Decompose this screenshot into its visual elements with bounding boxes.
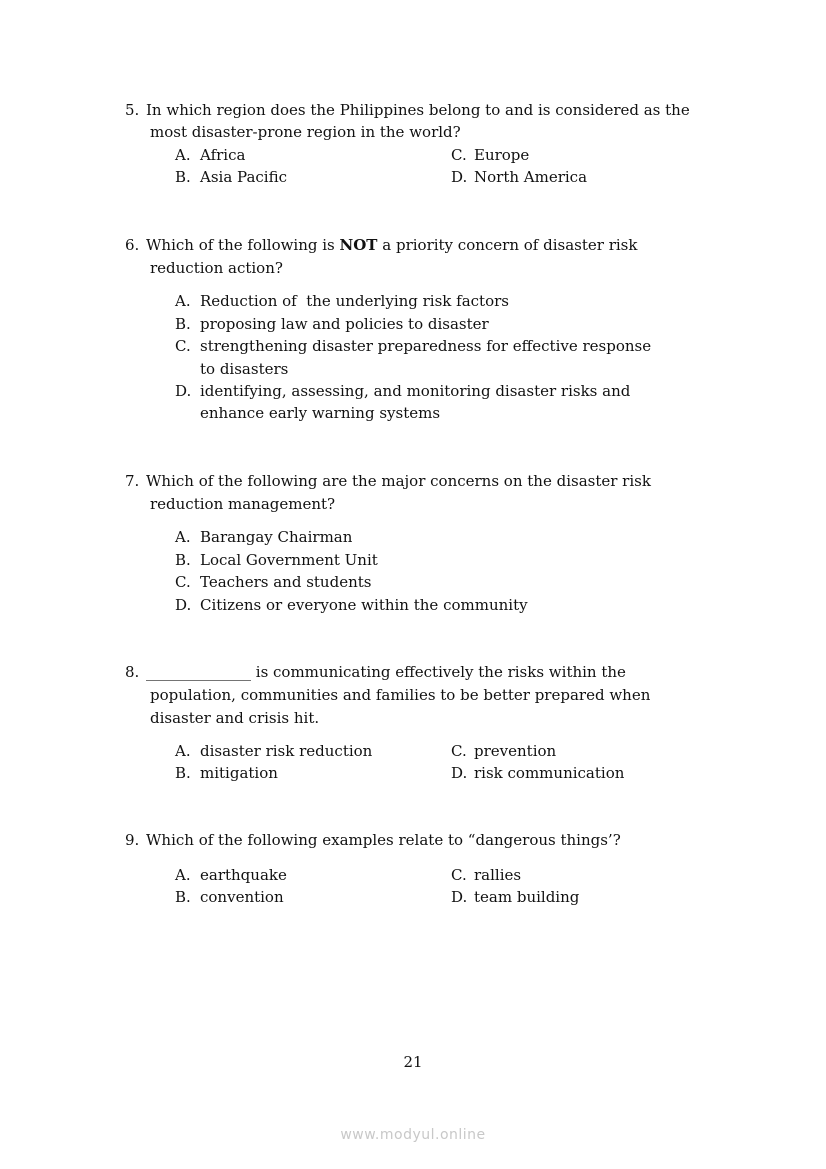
option-letter: D. (451, 168, 468, 186)
question-stem (146, 235, 637, 255)
question-number: 8. (125, 663, 140, 681)
option-text: strengthening disaster preparedness for effective response (200, 337, 652, 355)
option-letter: C. (451, 146, 467, 164)
option-letter: A. (175, 292, 191, 310)
option-letter: A. (175, 146, 191, 164)
option-letter: C. (175, 573, 191, 591)
option-letter: B. (175, 888, 191, 906)
option-text: Local Government Unit (200, 551, 378, 569)
question-stem: ______________ is communicating effectively the risks within the (146, 663, 626, 681)
option-text: Africa (200, 146, 246, 164)
option-letter: C. (451, 742, 467, 760)
option-letter: C. (175, 337, 191, 355)
question-stem: Which of the following are the major concerns on the disaster risk (146, 472, 651, 490)
option-text: risk communication (474, 764, 625, 782)
option-text: disaster risk reduction (200, 742, 373, 760)
option-text: prevention (474, 742, 557, 760)
option-text: identifying, assessing, and monitoring disaster risks and (200, 382, 631, 400)
question-stem: most disaster-prone region in the world? (150, 123, 461, 141)
option-letter: D. (451, 888, 468, 906)
option-letter: B. (175, 551, 191, 569)
question-stem: reduction action? (150, 259, 283, 277)
question-number: 6. (125, 236, 140, 254)
option-text: Europe (474, 146, 530, 164)
question-number: 5. (125, 101, 140, 119)
watermark: www.modyul.online (340, 1127, 486, 1143)
option-text: earthquake (200, 866, 287, 884)
option-letter: B. (175, 168, 191, 186)
option-letter: D. (451, 764, 468, 782)
question-stem: Which of the following examples relate to “dangerous things’? (146, 831, 621, 849)
option-letter: D. (175, 382, 192, 400)
stem-text: a priority concern of disaster risk (377, 236, 638, 254)
option-text: proposing law and policies to disaster (200, 315, 489, 333)
question-stem: reduction management? (150, 495, 336, 513)
option-text: convention (200, 888, 284, 906)
stem-emphasis: NOT (339, 236, 378, 254)
option-letter: B. (175, 764, 191, 782)
option-letter: A. (175, 528, 191, 546)
question-number: 7. (125, 472, 140, 490)
page-number: 21 (403, 1053, 423, 1071)
option-text: Barangay Chairman (200, 528, 353, 546)
option-text: Asia Pacific (200, 168, 288, 186)
option-text: mitigation (200, 764, 278, 782)
question-stem: In which region does the Philippines belong to and is considered as the (146, 101, 690, 119)
option-text: Citizens or everyone within the community (200, 596, 528, 614)
option-text: to disasters (200, 360, 289, 378)
option-letter: D. (175, 596, 192, 614)
option-letter: A. (175, 866, 191, 884)
option-text: enhance early warning systems (200, 404, 441, 422)
option-letter: A. (175, 742, 191, 760)
option-text: Reduction of the underlying risk factors (200, 292, 509, 310)
question-stem: disaster and crisis hit. (150, 709, 320, 727)
option-text: rallies (474, 866, 522, 884)
option-letter: B. (175, 315, 191, 333)
question-stem: population, communities and families to be better prepared when (150, 686, 651, 704)
stem-text: Which of the following is (146, 236, 340, 254)
option-letter: C. (451, 866, 467, 884)
option-text: Teachers and students (200, 573, 372, 591)
option-text: North America (474, 168, 588, 186)
option-text: team building (474, 888, 580, 906)
question-number: 9. (125, 831, 140, 849)
